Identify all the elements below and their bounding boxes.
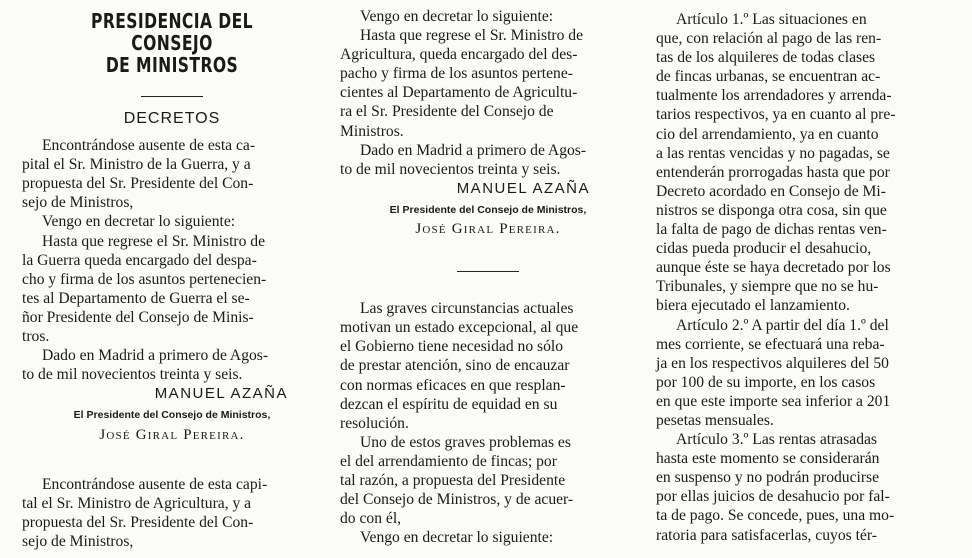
decree-1-preamble: Encontrándose ausente de esta ca- pital el Sr. Ministro de la Guerra, y a propuesta del Sr. Presidente del Con- sejo de Ministros, — [22, 137, 256, 212]
signer-name-2: MANUEL AZAÑA — [456, 179, 590, 197]
decree-3-vengo: Vengo en decretar lo siguiente: — [360, 529, 554, 547]
decree-2-vengo: Vengo en decretar lo siguiente: — [360, 8, 554, 25]
signer-role-2: El Presidente del Consejo de Ministros, — [389, 203, 587, 216]
decree-2-preamble: Encontrándose ausente de esta capi- tal el Sr. Ministro de Agricultura, y a propuesta del Sr. Presidente del Con- sejo de Ministros, — [22, 475, 268, 550]
signer-name: MANUEL AZAÑA — [154, 385, 288, 403]
heading-line-1: PRESIDENCIA DEL CONSEJO — [91, 9, 253, 55]
minister-name: José Giral Pereira. — [99, 426, 245, 443]
signer-role: El Presidente del Consejo de Ministros, — [73, 409, 271, 422]
section-title: DECRETOS — [123, 110, 221, 127]
column-2 — [340, 0, 636, 547]
minister-name-2: José Giral Pereira. — [415, 221, 561, 238]
column-3 — [656, 0, 954, 545]
article-2: Artículo 2.º A partir del día 1.º del mes corriente, se efectuará una reba- ja en los respectivos alquileres del 50 por 100 de su importe, en los casos en que este importe sea inferior a 201 pesetas mensuales. — [656, 316, 891, 429]
decree-2-body: Hasta que regrese el Sr. Ministro de Agricultura, queda encargado del des- pacho y firma de los asuntos pertene- cientes al Departamento de Agricultu- ra el Sr. Presidente del Consejo de Ministros. — [340, 27, 584, 140]
decree-2-dado: Dado en Madrid a primero de Agos- to de mil novecientos treinta y seis. — [340, 141, 587, 178]
heading-line-2: DE MINISTROS — [105, 53, 239, 77]
decree-3-preamble-2: Uno de estos graves problemas es el del arrendamiento de fincas; por tal razón, a propuesta del Presidente del Consejo de Ministros, y de acuer- do con él, — [340, 433, 574, 528]
article-1: Artículo 1.º Las situaciones en que, con relación al pago de las ren- tas de los alquileres de todas clases de fincas urbanas, se encuentran ac- tualmente los arrendadores y arrenda- tarios respectivos, ya en cuanto al pre- cio del arrendamiento, ya en cuanto a las rentas vencidas y no pagadas, se entenderán prorrogadas hasta que por Decreto acordado en Consejo de Mi- nistros se disponga otra cosa, sin que la falta de pago de dichas rentas ven- cidas pueda producir el desahucio, aunque éste se haya decretado por los Tribunales, y siempre que no se hu- biera ejecutado el lanzamiento. — [656, 11, 896, 315]
decree-1-body: Hasta que regrese el Sr. Ministro de la Guerra queda encargado del despa- cho y firma de los asuntos pertenecien- tes al Departamento de Guerra el se- ñor Presidente del Consejo de Minis- tros. — [22, 232, 267, 346]
decree-1-dado: Dado en Madrid a primero de Agos- to de mil novecientos treinta y seis. — [22, 347, 269, 384]
decree-3-preamble: Las graves circunstancias actuales motivan un estado excepcional, al que el Gobierno tiene necesidad no sólo de prestar atención, sino de encauzar con normas eficaces en que resplan- dezcan el espíritu de equidad en su resolución. — [340, 300, 579, 432]
article-3: Artículo 3.º Las rentas atrasadas hasta este momento se considerarán en suspenso y no podrán producirse por ellas juicios de desahucio por fal- ta de pago. Se concede, pues, una mo- ratoria para satisfacerlas, cuyos tér- — [656, 431, 895, 544]
decree-1-vengo: Vengo en decretar lo siguiente: — [42, 213, 236, 231]
column-1 — [22, 0, 322, 551]
